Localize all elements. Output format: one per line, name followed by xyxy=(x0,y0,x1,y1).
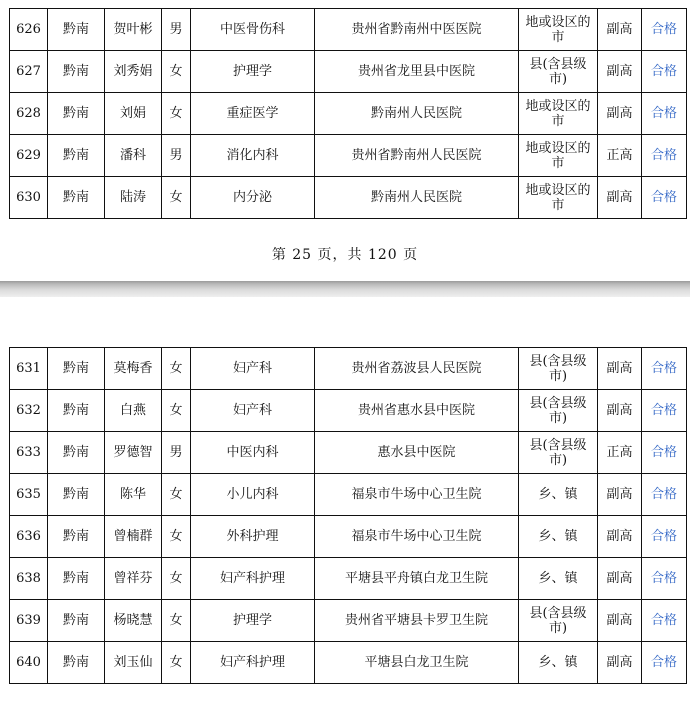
cell-number: 629 xyxy=(10,135,48,177)
cell-sex: 女 xyxy=(162,93,191,135)
cell-institution: 惠水县中医院 xyxy=(315,432,519,474)
cell-institution-level: 乡、镇 xyxy=(519,474,598,516)
cell-title-rank: 副高 xyxy=(598,390,642,432)
cell-number: 639 xyxy=(10,600,48,642)
cell-result: 合格 xyxy=(642,135,687,177)
cell-number: 635 xyxy=(10,474,48,516)
cell-institution-level: 县(含县级市) xyxy=(519,390,598,432)
table-row xyxy=(10,642,687,684)
cell-specialty: 妇产科 xyxy=(191,348,315,390)
cell-sex: 女 xyxy=(162,474,191,516)
cell-result: 合格 xyxy=(642,93,687,135)
cell-result: 合格 xyxy=(642,558,687,600)
cell-specialty: 消化内科 xyxy=(191,135,315,177)
cell-number: 627 xyxy=(10,51,48,93)
cell-specialty: 外科护理 xyxy=(191,516,315,558)
cell-title-rank: 副高 xyxy=(598,516,642,558)
cell-name: 杨晓慧 xyxy=(105,600,162,642)
cell-name: 潘科 xyxy=(105,135,162,177)
cell-number: 630 xyxy=(10,177,48,219)
cell-region: 黔南 xyxy=(48,177,105,219)
cell-result: 合格 xyxy=(642,516,687,558)
cell-institution: 黔南州人民医院 xyxy=(315,177,519,219)
cell-institution-level: 县(含县级市) xyxy=(519,600,598,642)
cell-sex: 女 xyxy=(162,600,191,642)
table-row xyxy=(10,474,687,516)
cell-region: 黔南 xyxy=(48,600,105,642)
cell-region: 黔南 xyxy=(48,93,105,135)
cell-institution-level: 乡、镇 xyxy=(519,558,598,600)
cell-specialty: 中医骨伤科 xyxy=(191,9,315,51)
cell-title-rank: 正高 xyxy=(598,135,642,177)
results-table-page-25 xyxy=(9,8,687,219)
cell-name: 罗德智 xyxy=(105,432,162,474)
cell-name: 陈华 xyxy=(105,474,162,516)
cell-region: 黔南 xyxy=(48,432,105,474)
cell-title-rank: 副高 xyxy=(598,558,642,600)
cell-result: 合格 xyxy=(642,177,687,219)
cell-institution-level: 县(含县级市) xyxy=(519,348,598,390)
cell-institution-level: 地或设区的市 xyxy=(519,135,598,177)
cell-result: 合格 xyxy=(642,432,687,474)
table-row xyxy=(10,390,687,432)
cell-institution: 贵州省平塘县卡罗卫生院 xyxy=(315,600,519,642)
table-row xyxy=(10,177,687,219)
cell-institution: 贵州省惠水县中医院 xyxy=(315,390,519,432)
cell-sex: 男 xyxy=(162,135,191,177)
table-row xyxy=(10,51,687,93)
cell-specialty: 重症医学 xyxy=(191,93,315,135)
cell-sex: 男 xyxy=(162,9,191,51)
cell-number: 633 xyxy=(10,432,48,474)
cell-institution: 平塘县平舟镇白龙卫生院 xyxy=(315,558,519,600)
cell-specialty: 护理学 xyxy=(191,600,315,642)
cell-specialty: 妇产科 xyxy=(191,390,315,432)
cell-number: 640 xyxy=(10,642,48,684)
cell-number: 628 xyxy=(10,93,48,135)
table-row xyxy=(10,348,687,390)
cell-institution: 黔南州人民医院 xyxy=(315,93,519,135)
cell-specialty: 内分泌 xyxy=(191,177,315,219)
cell-result: 合格 xyxy=(642,390,687,432)
table-row xyxy=(10,558,687,600)
cell-title-rank: 副高 xyxy=(598,600,642,642)
cell-sex: 女 xyxy=(162,558,191,600)
cell-name: 莫梅香 xyxy=(105,348,162,390)
cell-name: 白燕 xyxy=(105,390,162,432)
cell-number: 632 xyxy=(10,390,48,432)
cell-title-rank: 副高 xyxy=(598,9,642,51)
cell-specialty: 妇产科护理 xyxy=(191,642,315,684)
table-row xyxy=(10,9,687,51)
cell-institution: 贵州省黔南州中医医院 xyxy=(315,9,519,51)
cell-sex: 女 xyxy=(162,642,191,684)
table-row xyxy=(10,432,687,474)
cell-name: 刘玉仙 xyxy=(105,642,162,684)
cell-institution-level: 县(含县级市) xyxy=(519,432,598,474)
cell-sex: 女 xyxy=(162,177,191,219)
cell-title-rank: 正高 xyxy=(598,432,642,474)
cell-name: 曾祥芬 xyxy=(105,558,162,600)
page-separator xyxy=(0,281,690,297)
cell-title-rank: 副高 xyxy=(598,51,642,93)
cell-region: 黔南 xyxy=(48,51,105,93)
page-number-footer: 第 25 页，共 120 页 xyxy=(271,247,419,263)
cell-institution-level: 地或设区的市 xyxy=(519,93,598,135)
cell-result: 合格 xyxy=(642,9,687,51)
table-row xyxy=(10,600,687,642)
cell-result: 合格 xyxy=(642,642,687,684)
cell-sex: 女 xyxy=(162,516,191,558)
cell-region: 黔南 xyxy=(48,558,105,600)
cell-result: 合格 xyxy=(642,348,687,390)
cell-name: 陆涛 xyxy=(105,177,162,219)
cell-name: 刘秀娟 xyxy=(105,51,162,93)
cell-specialty: 中医内科 xyxy=(191,432,315,474)
cell-region: 黔南 xyxy=(48,135,105,177)
cell-institution-level: 乡、镇 xyxy=(519,642,598,684)
cell-region: 黔南 xyxy=(48,390,105,432)
cell-institution: 贵州省黔南州人民医院 xyxy=(315,135,519,177)
cell-title-rank: 副高 xyxy=(598,177,642,219)
table-row xyxy=(10,516,687,558)
cell-institution-level: 县(含县级市) xyxy=(519,51,598,93)
cell-sex: 女 xyxy=(162,348,191,390)
cell-institution: 贵州省龙里县中医院 xyxy=(315,51,519,93)
cell-number: 631 xyxy=(10,348,48,390)
cell-name: 贺叶彬 xyxy=(105,9,162,51)
cell-result: 合格 xyxy=(642,474,687,516)
document-page-26 xyxy=(0,297,690,704)
cell-region: 黔南 xyxy=(48,348,105,390)
cell-specialty: 妇产科护理 xyxy=(191,558,315,600)
cell-number: 626 xyxy=(10,9,48,51)
cell-title-rank: 副高 xyxy=(598,474,642,516)
table-row xyxy=(10,135,687,177)
cell-number: 636 xyxy=(10,516,48,558)
cell-sex: 女 xyxy=(162,51,191,93)
cell-institution-level: 乡、镇 xyxy=(519,516,598,558)
table-row xyxy=(10,93,687,135)
cell-number: 638 xyxy=(10,558,48,600)
cell-institution: 平塘县白龙卫生院 xyxy=(315,642,519,684)
cell-name: 刘娟 xyxy=(105,93,162,135)
cell-title-rank: 副高 xyxy=(598,642,642,684)
cell-institution-level: 地或设区的市 xyxy=(519,9,598,51)
cell-institution: 福泉市牛场中心卫生院 xyxy=(315,516,519,558)
cell-region: 黔南 xyxy=(48,642,105,684)
cell-institution: 贵州省荔波县人民医院 xyxy=(315,348,519,390)
cell-sex: 女 xyxy=(162,390,191,432)
cell-title-rank: 副高 xyxy=(598,93,642,135)
cell-specialty: 小儿内科 xyxy=(191,474,315,516)
cell-name: 曾楠群 xyxy=(105,516,162,558)
cell-region: 黔南 xyxy=(48,474,105,516)
cell-result: 合格 xyxy=(642,600,687,642)
cell-result: 合格 xyxy=(642,51,687,93)
cell-institution: 福泉市牛场中心卫生院 xyxy=(315,474,519,516)
cell-sex: 男 xyxy=(162,432,191,474)
cell-title-rank: 副高 xyxy=(598,348,642,390)
document-page-25 xyxy=(0,0,690,281)
cell-specialty: 护理学 xyxy=(191,51,315,93)
cell-region: 黔南 xyxy=(48,516,105,558)
cell-institution-level: 地或设区的市 xyxy=(519,177,598,219)
cell-region: 黔南 xyxy=(48,9,105,51)
results-table-page-26 xyxy=(9,347,687,684)
